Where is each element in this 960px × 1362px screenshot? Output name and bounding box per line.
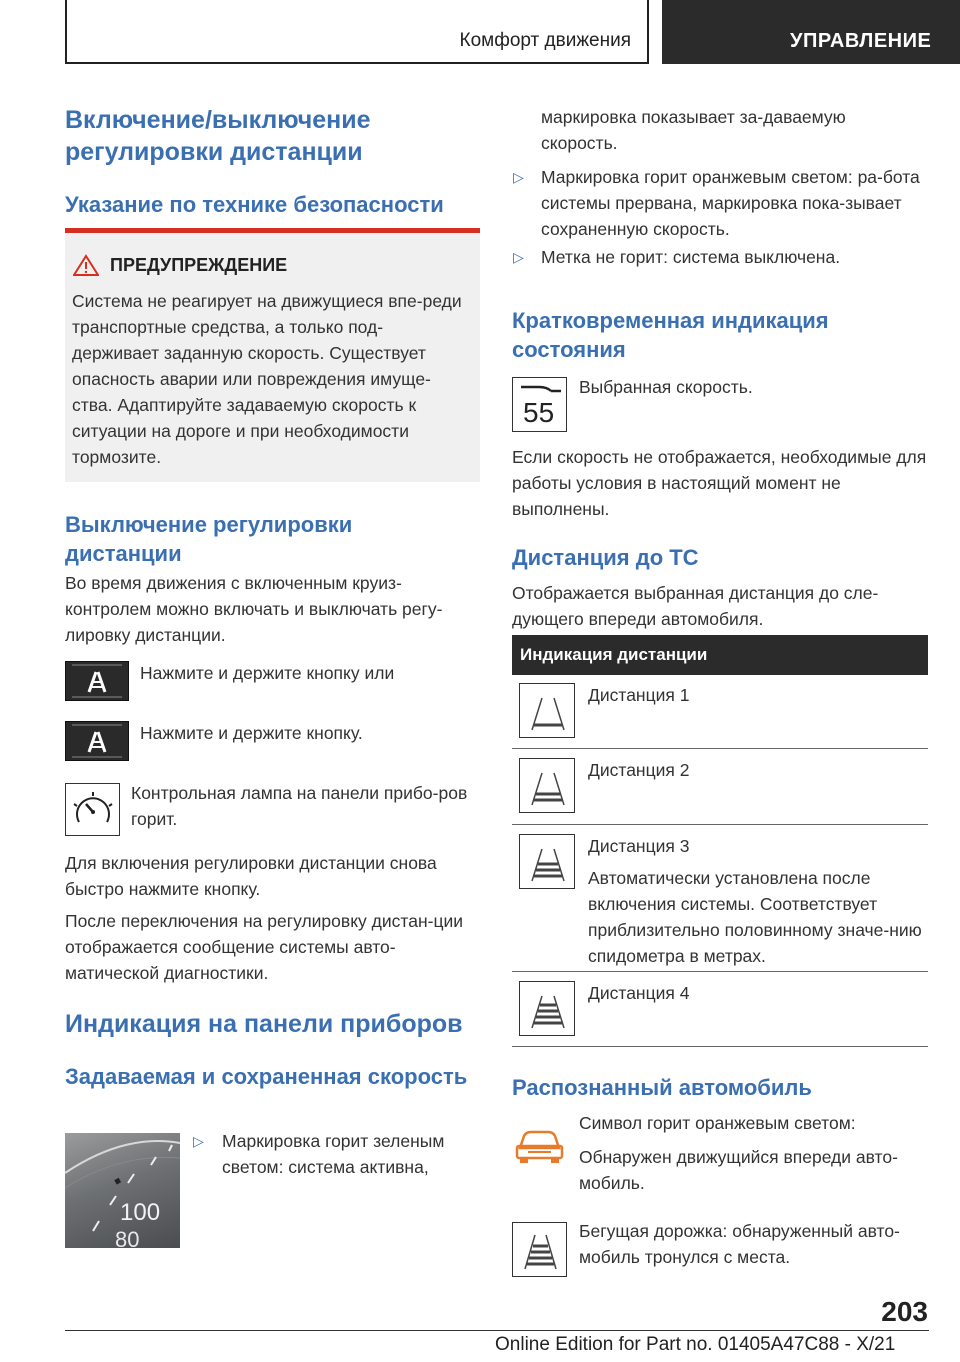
page-number: 203	[881, 1296, 928, 1327]
off-text: Во время движения с включенным круиз-контролем можно включать и выключать регу-лировку дистанции.	[65, 573, 443, 645]
speed-bullet-2: Маркировка горит оранжевым светом: ра-бота системы прервана, маркировка пока-зывает сохраненную скорость.	[541, 167, 920, 239]
distance-table-header	[512, 635, 928, 675]
distance-table-title: Индикация дистанции	[520, 645, 708, 664]
page-title: Включение/выключение регулировки дистанции	[65, 106, 371, 166]
gauge-label-100: 100	[120, 1199, 161, 1226]
chapter-title: УПРАВЛЕНИЕ	[790, 30, 932, 52]
distance-3-icon	[519, 834, 575, 889]
status-heading: Кратковременная индикация состояния	[512, 308, 829, 362]
vehicle-text-1: Символ горит оранжевым светом:	[579, 1113, 856, 1133]
button2-text: Нажмите и держите кнопку.	[140, 723, 363, 743]
table-separator	[512, 824, 928, 825]
distance-button-icon	[65, 661, 129, 701]
vehicle-text-2: Обнаружен движущийся впереди авто-мобиль.	[579, 1147, 898, 1193]
distance-2-label: Дистанция 2	[588, 760, 690, 780]
gauge-label-80: 80	[115, 1227, 140, 1248]
warning-text: Система не реагирует на движущиеся впе-реди транспортные средства, а только под-держивает заданную скорость. Существует опасность аварии или повреждения имуще-ства. Адаптируйте задаваемую скорость к ситуации на дороге и при необходимости тормозите.	[72, 291, 462, 467]
header-section-box	[65, 0, 649, 64]
section-title: Комфорт движения	[459, 30, 631, 51]
selected-speed-text: Выбранная скорость.	[579, 377, 753, 397]
table-separator	[512, 1046, 928, 1047]
distance-4-icon	[519, 981, 575, 1036]
distance-heading: Дистанция до ТС	[512, 545, 699, 570]
vehicle-heading: Распознанный автомобиль	[512, 1075, 812, 1100]
moving-track-icon	[512, 1222, 567, 1277]
distance-button-icon-alt	[65, 721, 129, 761]
display-heading: Индикация на панели приборов	[65, 1010, 463, 1038]
speed-heading: Задаваемая и сохраненная скорость	[65, 1064, 468, 1089]
chapter-tab	[662, 0, 960, 64]
footer-rule	[65, 1330, 929, 1331]
speed-bullet-1-cont: маркировка показывает за-даваемую скорость.	[541, 107, 846, 153]
speedometer-gauge-image	[65, 1133, 180, 1248]
no-speed-text: Если скорость не отображается, необходимые для работы условия в настоящий момент не выполнены.	[512, 447, 927, 519]
bullet-icon: ▷	[193, 1133, 204, 1149]
switch-text: После переключения на регулировку дистан-ции отображается сообщение системы авто-матической диагностики.	[65, 911, 464, 983]
speed-bullet-3: Метка не горит: система выключена.	[541, 247, 841, 267]
distance-1-label: Дистанция 1	[588, 685, 690, 705]
bullet-icon: ▷	[513, 169, 524, 185]
off-heading: Выключение регулировки дистанции	[65, 512, 353, 566]
distance-text: Отображается выбранная дистанция до сле-дующего впереди автомобиля.	[512, 583, 879, 629]
speed-bullet-1: Маркировка горит зеленым светом: система активна,	[222, 1131, 445, 1177]
selected-speed-icon	[512, 377, 567, 432]
distance-1-icon	[519, 683, 575, 738]
vehicle-text-3: Бегущая дорожка: обнаруженный авто-мобиль тронулся с места.	[579, 1221, 900, 1267]
table-separator	[512, 748, 928, 749]
distance-4-label: Дистанция 4	[588, 983, 690, 1003]
distance-3-desc: Автоматически установлена после включения системы. Соответствует приблизительно половинному значе-нию спидометра в метрах.	[588, 868, 922, 966]
safety-heading: Указание по технике безопасности	[65, 192, 444, 217]
car-icon	[512, 1114, 567, 1169]
table-separator	[512, 971, 928, 972]
reenable-text: Для включения регулировки дистанции снова быстро нажмите кнопку.	[65, 853, 437, 899]
footer-edition: Online Edition for Part no. 01405A47C88 - X/21	[495, 1334, 896, 1355]
selected-speed-value: 55	[523, 397, 555, 428]
warning-triangle-icon	[73, 254, 99, 277]
speedometer-lamp-icon	[65, 783, 120, 836]
button1-text: Нажмите и держите кнопку или	[140, 663, 395, 683]
warning-title: ПРЕДУПРЕЖДЕНИЕ	[110, 255, 288, 275]
distance-2-icon	[519, 758, 575, 813]
distance-3-label: Дистанция 3	[588, 836, 690, 856]
bullet-icon: ▷	[513, 249, 524, 265]
lamp-text: Контрольная лампа на панели прибо-ров горит.	[131, 783, 468, 829]
